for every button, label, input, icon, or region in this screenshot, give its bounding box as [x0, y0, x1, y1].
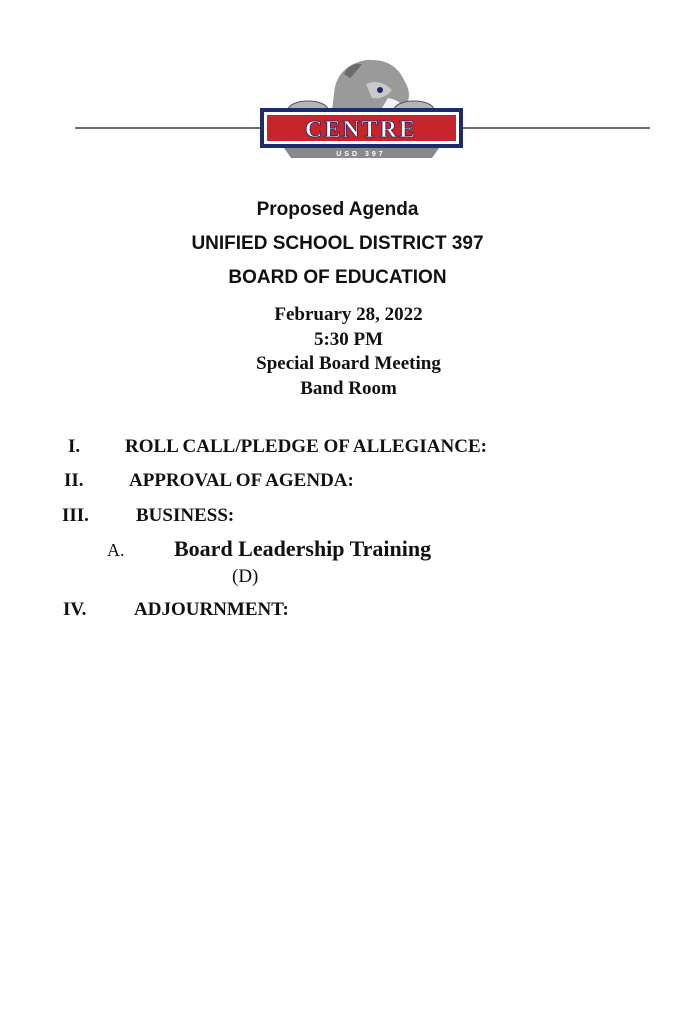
business-item-letter: A.	[107, 540, 125, 560]
meeting-location: Band Room	[300, 378, 397, 399]
business-item-code: (D)	[232, 566, 259, 587]
meeting-date: February 28, 2022	[274, 304, 423, 325]
agenda-item-number: I.	[68, 436, 81, 457]
logo-subtext: USD 397	[336, 151, 386, 158]
business-item-leadership-training: Board Leadership Training	[174, 536, 432, 561]
meeting-time: 5:30 PM	[313, 329, 384, 350]
centre-cougar-logo	[254, 54, 469, 166]
agenda-item-approval: APPROVAL OF AGENDA:	[129, 470, 354, 491]
document-title: Proposed Agenda	[256, 199, 419, 220]
agenda-item-roll-call: ROLL CALL/PLEDGE OF ALLEGIANCE:	[125, 436, 487, 457]
district-name: UNIFIED SCHOOL DISTRICT 397	[191, 233, 484, 254]
agenda-item-number: II.	[64, 470, 84, 491]
header-rule-left	[75, 127, 260, 129]
logo-text: CENTRE	[304, 117, 418, 143]
agenda-item-number: III.	[62, 505, 89, 526]
agenda-item-business: BUSINESS:	[136, 505, 235, 526]
board-name: BOARD OF EDUCATION	[228, 267, 447, 288]
header-rule-right	[462, 127, 650, 129]
meeting-type: Special Board Meeting	[256, 353, 441, 374]
agenda-item-number: IV.	[63, 599, 87, 620]
agenda-item-adjournment: ADJOURNMENT:	[134, 599, 289, 620]
